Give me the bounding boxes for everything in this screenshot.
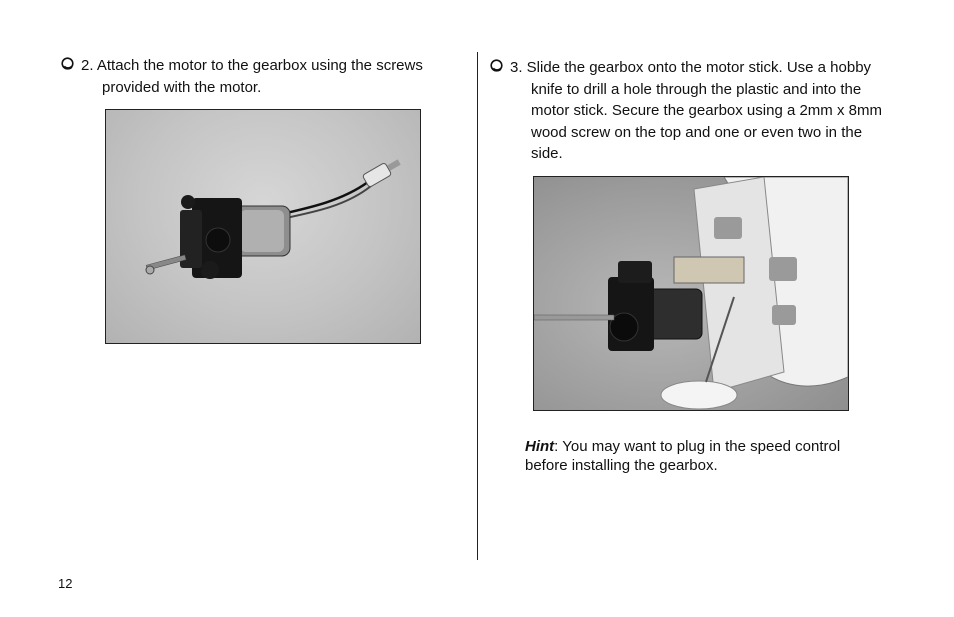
hint-label: Hint (525, 438, 555, 455)
step-3-text: 3. Slide the gearbox onto the motor stick. Use a hobby knife to drill a hole through the plastic and into the motor stick. Secure the gearbox using a 2mm x 8mm wood screw on the top and one or even two in the side. (510, 59, 882, 162)
step-2-text: 2. Attach the motor to the gearbox using the screws provided with the motor. (81, 57, 423, 96)
gearbox-on-motor-stick-photo (533, 176, 849, 411)
hint-text: : You may want to plug in the speed control before installing the gearbox. (525, 438, 841, 474)
checkbox-circle-icon[interactable] (61, 57, 74, 70)
hint-note (525, 437, 865, 475)
motor-gearbox-photo (105, 109, 421, 344)
column-divider (477, 52, 478, 560)
step-2 (61, 55, 461, 98)
page-number: 12 (58, 576, 73, 591)
step-3 (490, 57, 890, 165)
checkbox-circle-icon[interactable] (490, 59, 503, 72)
